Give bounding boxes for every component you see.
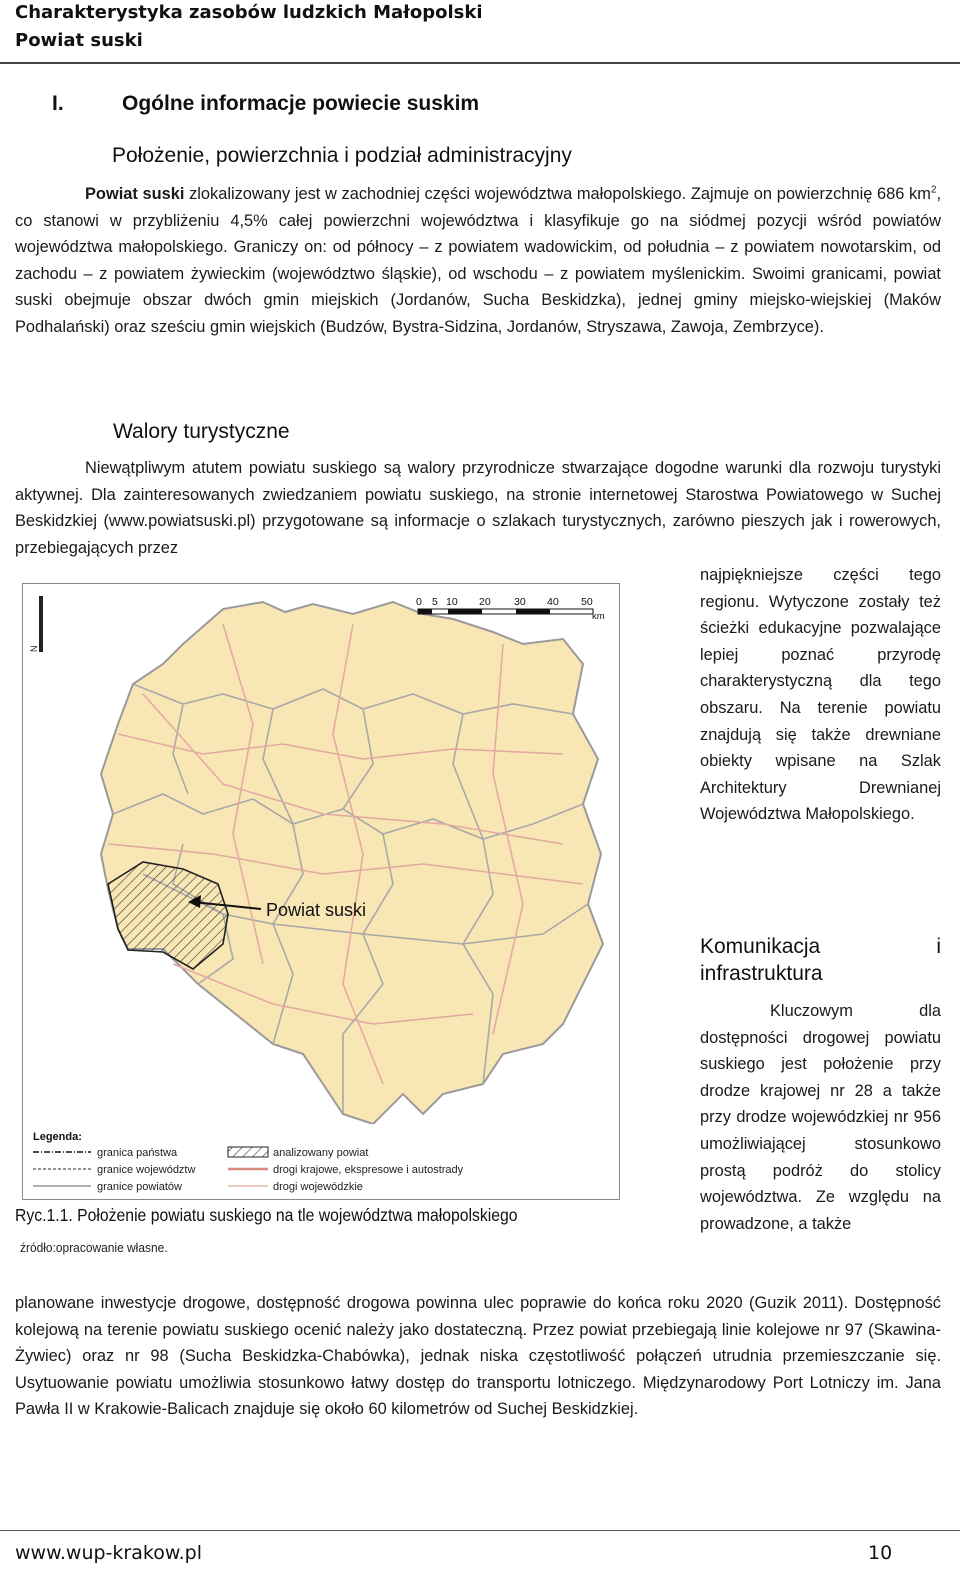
figure-caption: Ryc.1.1. Położenie powiatu suskiego na tle województwa małopolskiego (15, 1205, 518, 1225)
paragraph-location-rest: , co stanowi w przybliżeniu 4,5% całej powierzchni województwa i klasyfikuje go na siódmej pozycji wśród powiatów województwa małopolskiego. Graniczy on: od północy – z powiatem wadowickim, od południa – z powiatem nowotarskim, od zachodu – z powiatem żywieckim (województwo śląskie), od wschodu – z powiatem myślenickim. Swoimi granicami, powiat suski obejmuje obszar dwóch gmin miejskich (Jordanów, Sucha Beskidzka), jednej gminy miejsko-wiejskiej (Maków Podhalański) oraz sześciu gmin wiejskich (Budzów, Bystra-Sidzina, Jordanów, Stryszawa, Zawoja, Zembrzyce). (15, 185, 941, 336)
scale-unit: km (592, 611, 605, 622)
paragraph-tourism-column: najpiękniejsze części tego regionu. Wytyczone zostały też ścieżki edukacyjne pozwalające lepiej poznać przyrodę charakterystyczną dla tego obszaru. Na terenie powiatu znajdują się także drewniane obiekty wpisane na Szlak Architektury Drewnianej Województwa Małopolskiego. (700, 566, 941, 824)
legend-item-voivodeship-border: granice województw (97, 1164, 196, 1176)
map-label: Powiat suski (266, 900, 367, 920)
north-label: N (29, 645, 39, 652)
map-svg (23, 584, 620, 1200)
lead-bold: Powiat suski (85, 185, 185, 203)
legend-item-voivodeship-roads: drogi wojewódzkie (273, 1181, 363, 1193)
subsection-heading-location: Położenie, powierzchnia i podział administracyjny (112, 144, 572, 167)
north-arrow (39, 596, 43, 652)
header-divider (0, 62, 960, 64)
superscript: 2 (930, 184, 937, 196)
paragraph-transport-column: Kluczowym dla dostępności drogowej powiatu suskiego jest położenie przy drodze krajowej nr 28 a także przy drodze wojewódzkiej nr 956 umożliwiającej stosunkowo prostą podróż do stolicy województwa. Ze względu na prowadzone, a także (700, 1002, 941, 1233)
map-legend (25, 1124, 617, 1199)
scale-tick-20: 20 (479, 596, 491, 608)
section-title: Ogólne informacje powiecie suskim (122, 92, 480, 115)
scale-tick-40: 40 (547, 596, 559, 608)
legend-item-national-roads: drogi krajowe, ekspresowe i autostrady (273, 1164, 464, 1176)
legend-item-county-border: granice powiatów (97, 1181, 182, 1193)
page-number: 10 (868, 1542, 893, 1564)
footer-divider (0, 1530, 960, 1531)
scale-tick-50: 50 (581, 596, 593, 608)
map-figure (22, 583, 620, 1200)
scale-tick-5: 5 (432, 596, 438, 608)
legend-item-analyzed-county: analizowany powiat (273, 1147, 369, 1159)
scale-tick-10: 10 (446, 596, 458, 608)
scale-tick-30: 30 (514, 596, 526, 608)
legend-item-national-border: granica państwa (97, 1147, 178, 1159)
section-number: I. (52, 92, 64, 115)
figure-source: źródło:opracowanie własne. (20, 1240, 168, 1255)
document-header-subtitle: Powiat suski (15, 30, 143, 51)
scale-tick-0: 0 (416, 596, 422, 608)
lead-text: zlokalizowany jest w zachodniej części województwa małopolskiego. Zajmuje on powierzchnię 686 km (184, 185, 931, 203)
region-shape (101, 602, 603, 1124)
subsection-heading-transport: Komunikacja i infrastruktura (700, 935, 941, 985)
footer-url[interactable]: www.wup-krakow.pl (15, 1542, 202, 1564)
legend-title: Legenda: (33, 1131, 82, 1143)
paragraph-location (15, 181, 941, 341)
paragraph-transport-full: planowane inwestycje drogowe, dostępność drogowa powinna ulec poprawie do końca roku 2020 (Guzik 2011). Dostępność kolejową na terenie powiatu suskiego ocenić należy jako dostateczną. Przez powiat przebiegają linie kolejowe nr 97 (Skawina-Żywiec) oraz nr 98 (Sucha Beskidzka-Chabówka), jednak niska częstotliwość połączeń utrudnia przemieszczanie się. Usytuowanie powiatu umożliwia stosunkowo łatwy dostęp do transportu lotniczego. Międzynarodowy Port Lotniczy im. Jana Pawła II w Krakowie-Balicach znajduje się około 60 kilometrów od Suchej Beskidzkiej. (15, 1294, 941, 1419)
subsection-heading-tourism: Walory turystyczne (113, 420, 290, 443)
paragraph-tourism: Niewątpliwym atutem powiatu suskiego są walory przyrodnicze stwarzające dogodne warunki dla rozwoju turystyki aktywnej. Dla zainteresowanych zwiedzaniem powiatu suskiego, na stronie internetowej Starostwa Powiatowego w Suchej Beskidzkiej (www.powiatsuski.pl) przygotowane są informacje o szlakach turystycznych, zarówno pieszych jak i rowerowych, przebiegających przez (15, 459, 941, 557)
document-header-title: Charakterystyka zasobów ludzkich Małopolski (15, 2, 483, 23)
